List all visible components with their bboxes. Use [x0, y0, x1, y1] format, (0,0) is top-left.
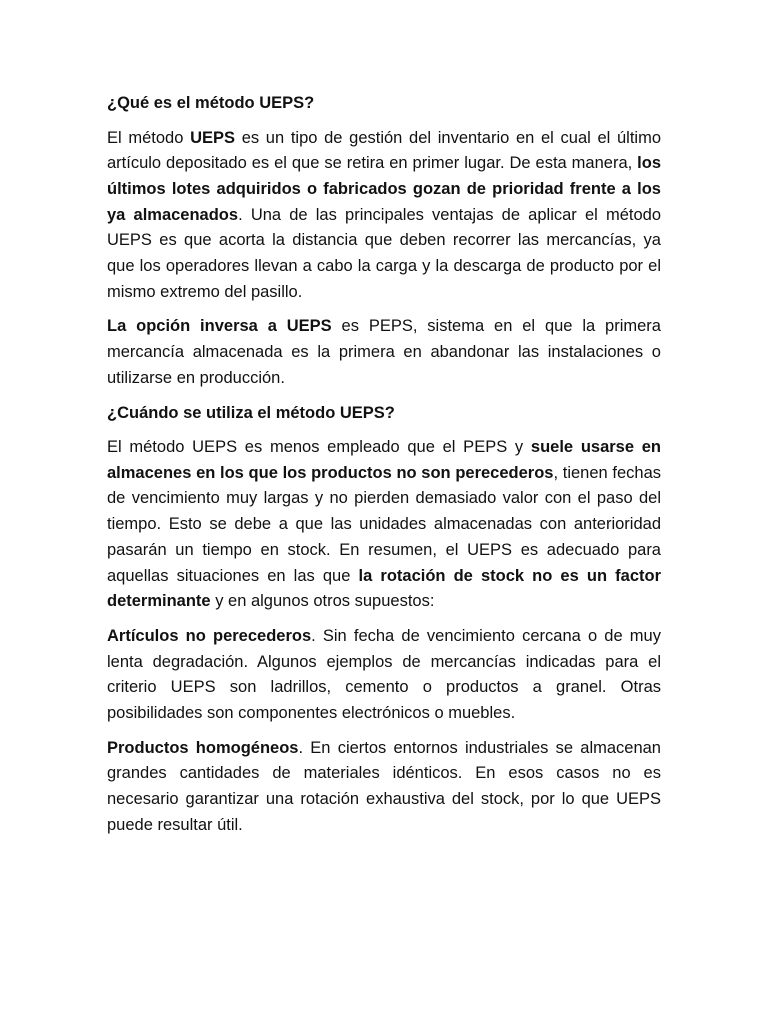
bold-text-run: Artículos no perecederos [107, 626, 312, 645]
paragraph-inverse-option [107, 314, 661, 391]
paragraph-homogeneous [107, 736, 661, 839]
bold-text-run: La opción inversa a UEPS [107, 317, 332, 336]
bold-text-run: la rotación de stock no es un factor determinante [107, 566, 661, 611]
bold-text-run: suele usarse en almacenes en los que los productos no son perecederos [107, 438, 661, 482]
text-run: es PEPS, sistema en el que la primera mercancía almacenada es la primera en abandonar las instalaciones o utilizarse en producción. [107, 317, 661, 387]
paragraph-definition [107, 126, 661, 306]
text-run: y en algunos otros supuestos: [210, 592, 435, 611]
text-run: , tienen fechas de vencimiento muy largas y no pierden demasiado valor con el paso del tiempo. Esto se debe a que las unidades almacenadas con anterioridad pasarán un tiempo en stock. En resumen, el UEPS es adecuado para aquellas situaciones en las que [107, 463, 661, 585]
section-heading-que-es: ¿Qué es el método UEPS? [107, 94, 315, 112]
bold-text-run: los últimos lotes adquiridos o fabricados gozan de prioridad frente a los ya almacenados [107, 154, 661, 224]
section-heading-cuando: ¿Cuándo se utiliza el método UEPS? [107, 403, 395, 422]
text-run: . En ciertos entornos industriales se almacenan grandes cantidades de materiales idénticos. En esos casos no es necesario garantizar una rotación exhaustiva del stock, por lo que UEPS puede resultar útil. [107, 738, 661, 834]
paragraph-non-perishable [107, 624, 661, 727]
bold-text-run: UEPS [190, 128, 236, 147]
bold-text-run: Productos homogéneos [107, 738, 299, 757]
text-run: El método [107, 128, 191, 147]
text-run: es un tipo de gestión del inventario en el cual el último artículo depositado es el que se retira en primer lugar. De esta manera, [107, 128, 662, 173]
text-run: . Sin fecha de vencimiento cercana o de muy lenta degradación. Algunos ejemplos de mercancías indicadas para el criterio UEPS son ladrillos, cemento o productos a granel. Otras posibilidades son componentes electrónicos o muebles. [107, 626, 661, 723]
text-run: . Una de las principales ventajas de aplicar el método UEPS es que acorta la distancia que deben recorrer las mercancías, ya que los operadores llevan a cabo la carga y la descarga de producto por el mismo extremo del pasillo. [107, 205, 661, 301]
text-run: El método UEPS es menos empleado que el PEPS y [107, 438, 531, 457]
document-page [107, 91, 661, 848]
paragraph-usage [107, 435, 661, 615]
